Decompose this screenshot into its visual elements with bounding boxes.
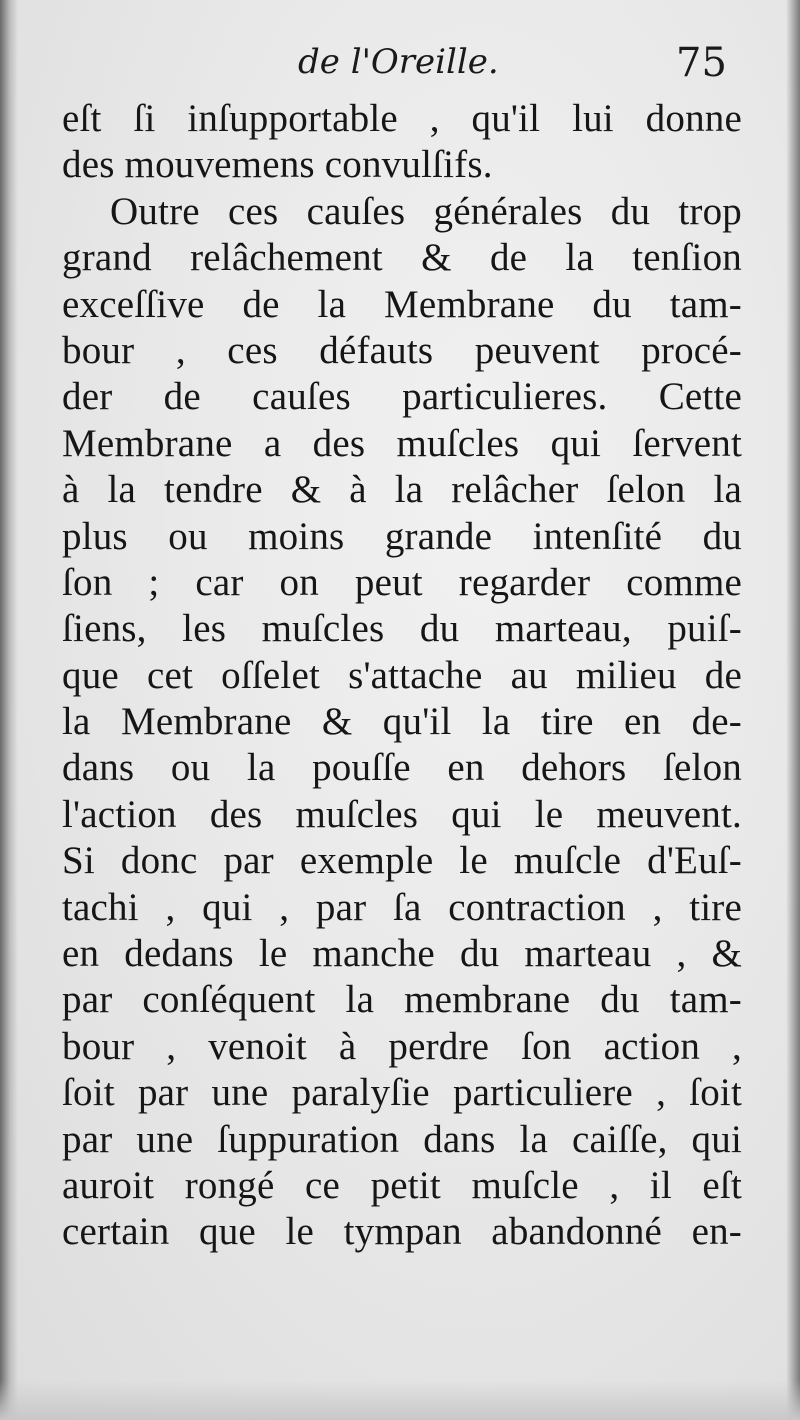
text-line: ſoit par une paralyſie particuliere , ſoit [62, 1071, 742, 1115]
text-line: à la tendre & à la relâcher ſelon la [62, 468, 742, 512]
running-title: de l'Oreille. [298, 42, 499, 82]
text-line: bour , ces défauts peuvent procé- [62, 328, 742, 372]
text-line: des mouvemens convulſifs. [62, 143, 493, 187]
text-line: en dedans le manche du marteau , & [62, 932, 742, 976]
text-line: par conſéquent la membrane du tam- [62, 978, 742, 1022]
text-line: Si donc par exemple le muſcle d'Euſ- [62, 839, 742, 883]
text-line: tachi , qui , par ſa contraction , tire [62, 885, 742, 929]
text-line: par une ſuppuration dans la caiſſe, qui [62, 1117, 742, 1161]
text-line: plus ou moins grande intenſité du [62, 514, 742, 558]
text-line: der de cauſes particulieres. Cette [62, 375, 742, 419]
page-bottom-edge [0, 1380, 800, 1420]
running-head [0, 40, 800, 100]
text-line: dans ou la pouſſe en dehors ſelon [62, 746, 742, 790]
text-line: grand relâchement & de la tenſion [62, 236, 742, 280]
text-line: ſiens, les muſcles du marteau, puiſ- [62, 607, 742, 651]
text-line: bour , venoit à perdre ſon action , [62, 1024, 742, 1068]
text-line: Membrane a des muſcles qui ſervent [62, 421, 742, 465]
text-line: exceſſive de la Membrane du tam- [62, 282, 742, 326]
text-line: Outre ces cauſes générales du trop [110, 189, 742, 233]
page-number: 75 [676, 40, 727, 86]
body-text [62, 96, 742, 1256]
text-line: ſon ; car on peut regarder comme [62, 560, 742, 604]
text-line: certain que le tympan abandonné en- [62, 1210, 742, 1254]
text-line: que cet oſſelet s'attache au milieu de [62, 653, 742, 697]
page-left-edge [0, 0, 18, 1420]
text-line: l'action des muſcles qui le meuvent. [62, 792, 742, 836]
text-line: eſt ſi inſupportable , qu'il lui donne [62, 97, 742, 140]
text-line: auroit rongé ce petit muſcle , il eſt [62, 1163, 742, 1207]
page-right-edge [786, 0, 800, 1420]
text-line: la Membrane & qu'il la tire en de- [62, 700, 742, 744]
